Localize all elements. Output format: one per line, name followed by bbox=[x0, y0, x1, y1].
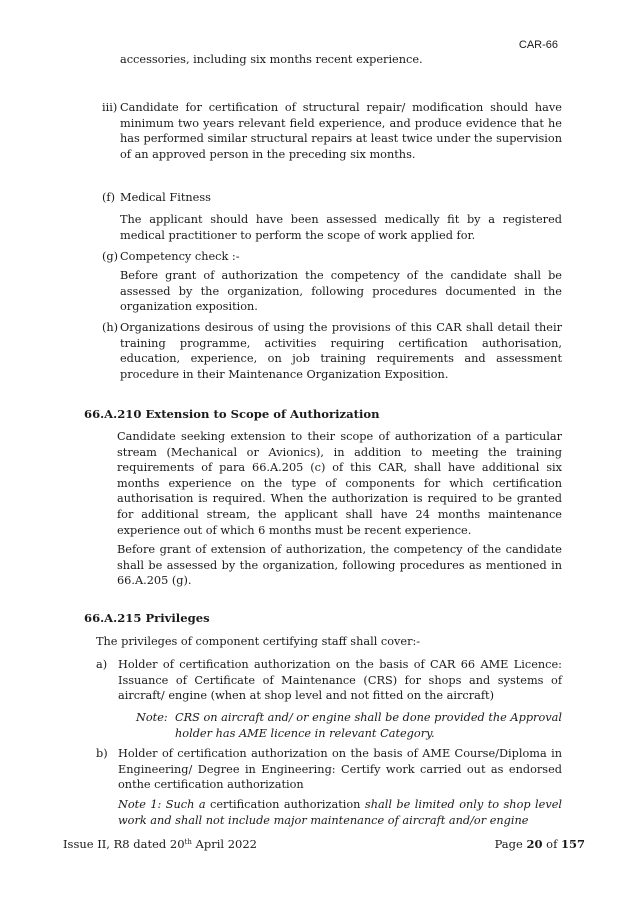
item-iii-label: iii) bbox=[102, 101, 118, 114]
item-f-title: Medical Fitness bbox=[120, 191, 211, 204]
footer-page-total: 157 bbox=[560, 837, 585, 851]
item-iii-text: Candidate for certification of structural repair/ modification should have minimum two years relevant field experience, and produce evidence that he has performed similar structural repairs at least twice under the supervision of an approved person in the preceding six months. bbox=[120, 101, 562, 161]
footer-page-number bbox=[495, 837, 585, 852]
item-f-label: (f) bbox=[102, 191, 115, 204]
section-210-heading: 66.A.210 Extension to Scope of Authorization bbox=[84, 407, 380, 421]
note1-suffix: shall be limited only to shop level work and shall not include major maintenance of aircraft and/or engine bbox=[118, 798, 563, 827]
section-210-para2: Before grant of extension of authorization, the competency of the candidate shall be assessed by the organization, following procedures as mentioned in 66.A.205 (g). bbox=[117, 543, 562, 588]
section-215-intro: The privileges of component certifying staff shall cover:- bbox=[96, 635, 421, 648]
doc-code-header: CAR-66 bbox=[518, 39, 558, 51]
note-label: Note: bbox=[136, 711, 168, 724]
footer-issue-prefix: Issue II, R8 dated 20 bbox=[63, 837, 185, 851]
footer-issue-suffix: April 2022 bbox=[195, 837, 257, 851]
footer-of-word: of bbox=[546, 837, 558, 851]
item-b-text: Holder of certification authorization on the basis of AME Course/Diploma in Engineering/ Degree in Engineering: Certify work carried out as endorsed onthe certification authorization bbox=[118, 747, 562, 792]
note1-prefix: Note 1: Such a bbox=[118, 798, 206, 811]
section-210-para1: Candidate seeking extension to their scope of authorization of a particular stream (Mechanical or Avionics), in addition to meeting the training requirements of para 66.A.205 (c) of this CAR, shall have additional six months experience on the type of components for which certification authorisation is required. When the authorization is required to be granted for additional stream, the applicant shall have 24 months maintenance experience out of which 6 months must be recent experience. bbox=[117, 430, 562, 537]
item-b-label: b) bbox=[96, 747, 108, 760]
item-g-text: Before grant of authorization the competency of the candidate shall be assessed by the organization, following procedures documented in the organization exposition. bbox=[120, 269, 562, 314]
section-215-heading: 66.A.215 Privileges bbox=[84, 611, 210, 625]
footer-issue bbox=[63, 837, 257, 852]
footer-page-num: 20 bbox=[526, 837, 543, 851]
item-f-text: The applicant should have been assessed medically fit by a registered medical practitioner to perform the scope of work applied for. bbox=[120, 213, 562, 242]
item-a-text: Holder of certification authorization on the basis of CAR 66 AME Licence: Issuance of Certificate of Maintenance (CRS) for shops and systems of aircraft/ engine (when at shop level and not fitted on the aircraft) bbox=[118, 658, 562, 703]
note-text: CRS on aircraft and/ or engine shall be done provided the Approval holder has AME licence in relevant Category. bbox=[175, 711, 562, 740]
footer-issue-sup: th bbox=[184, 838, 192, 846]
continuation-text: accessories, including six months recent experience. bbox=[120, 53, 423, 66]
item-a-label: a) bbox=[96, 658, 108, 671]
item-h-text: Organizations desirous of using the provisions of this CAR shall detail their training programme, activities requiring certification authorisation, education, experience, on job training requirements and assessment procedure in their Maintenance Organization Exposition. bbox=[120, 321, 562, 381]
item-g-title: Competency check :- bbox=[120, 250, 240, 263]
note1-text bbox=[118, 797, 562, 828]
item-g-label: (g) bbox=[102, 250, 119, 263]
note1-mid: certification authorization bbox=[210, 798, 361, 811]
item-h-label: (h) bbox=[102, 321, 119, 334]
footer-page-word: Page bbox=[494, 837, 523, 851]
